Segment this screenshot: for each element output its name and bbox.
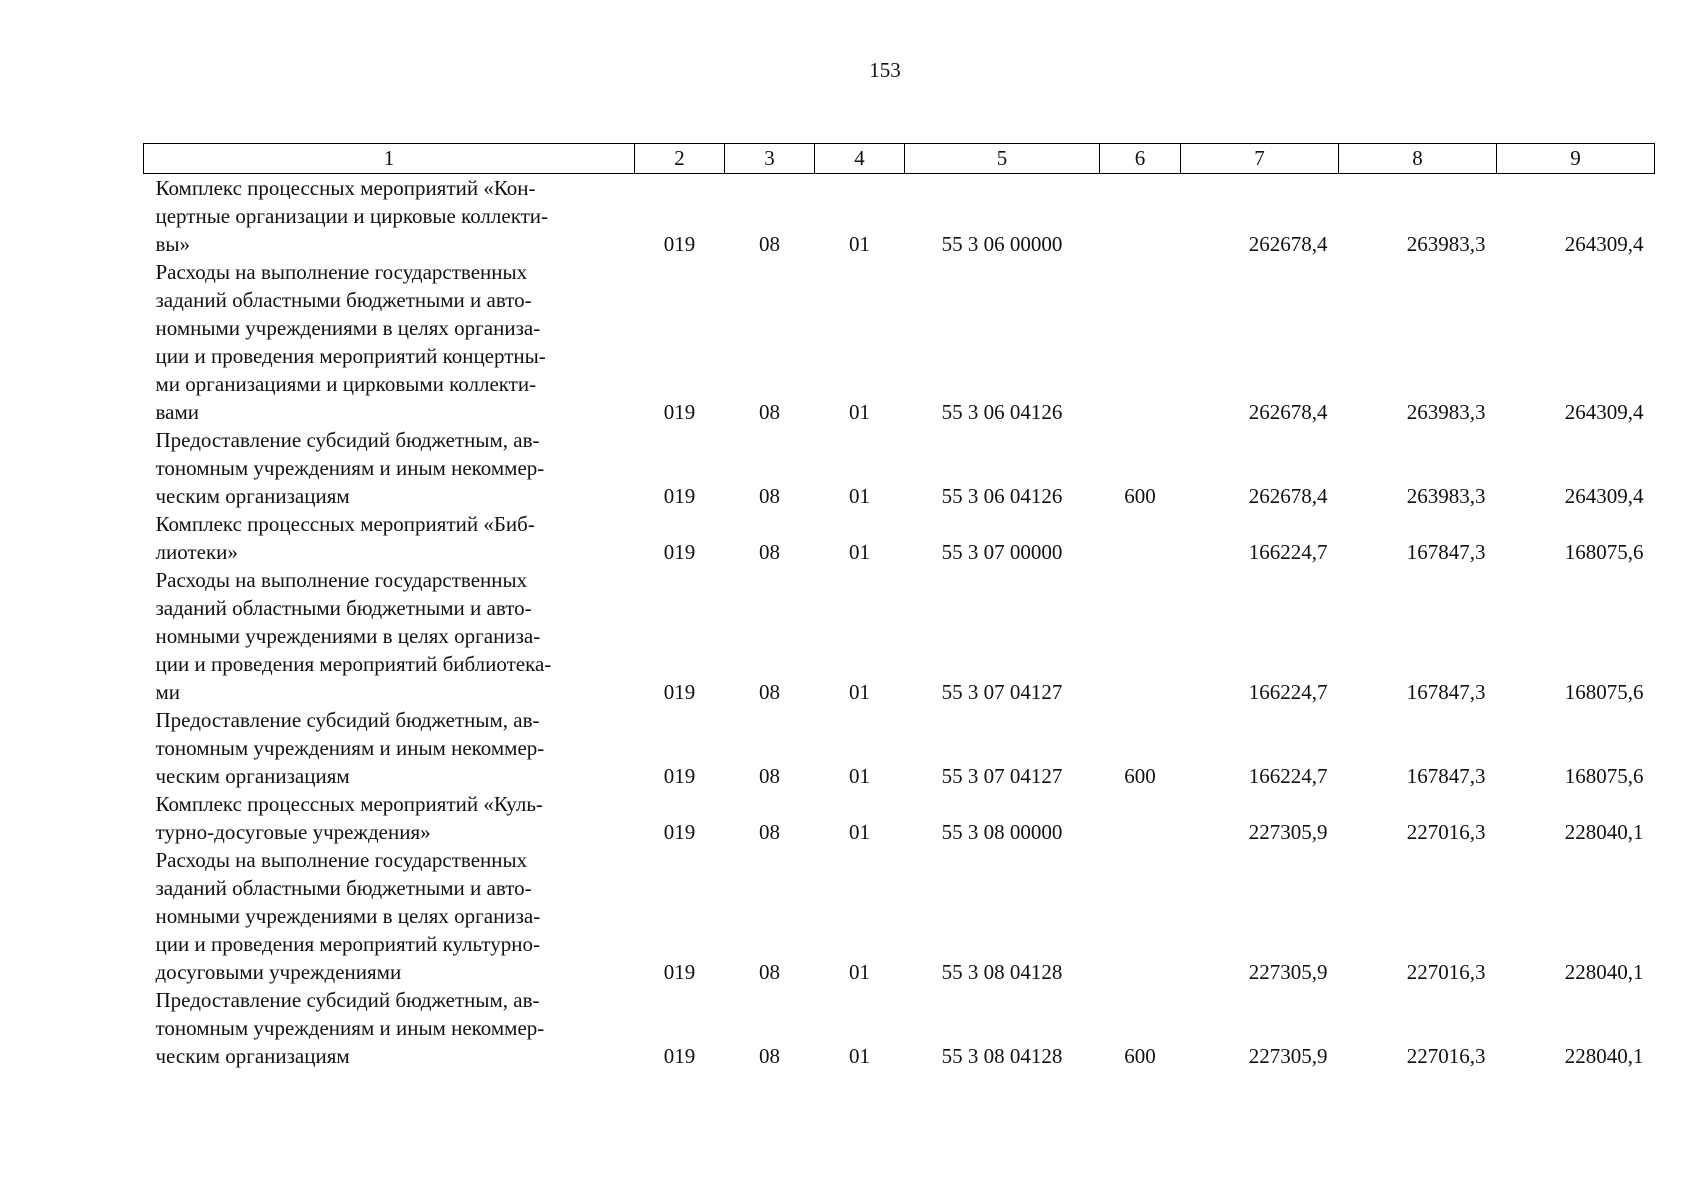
cell-grbs: 019 (663, 820, 696, 844)
cell-amount-year2: 227016,3 (1406, 960, 1486, 984)
description-line: Комплекс процессных мероприятий «Биб- (155, 512, 535, 536)
table-row (144, 426, 1655, 510)
table-row (144, 174, 1655, 259)
description-line: ческим организациям (155, 484, 350, 508)
cell-target-article: 55 3 06 04126 (941, 400, 1063, 424)
description-line: Расходы на выполнение государственных (155, 568, 528, 592)
header-row (144, 144, 1655, 174)
description-line: ции и проведения мероприятий библиотека- (155, 652, 552, 676)
description-line: тономным учреждениям и иным некоммер- (155, 736, 545, 760)
cell-amount-year2: 263983,3 (1406, 400, 1486, 424)
description-line: Предоставление субсидий бюджетным, ав- (155, 428, 540, 452)
cell-subsection: 01 (849, 540, 870, 564)
description-line: тономным учреждениям и иным некоммер- (155, 1016, 545, 1040)
cell-amount-year2: 263983,3 (1406, 232, 1486, 256)
cell-grbs: 019 (663, 400, 696, 424)
cell-amount-year3: 168075,6 (1564, 540, 1644, 564)
header-cell: 1 (144, 144, 635, 174)
description-line: тономным учреждениям и иным некоммер- (155, 456, 545, 480)
table-row (144, 566, 1655, 706)
header-cell: 8 (1339, 144, 1497, 174)
cell-description (144, 846, 635, 986)
header-cell: 7 (1181, 144, 1339, 174)
cell-target-article: 55 3 06 04126 (941, 484, 1063, 508)
cell-subsection: 01 (849, 232, 870, 256)
cell-target-article: 55 3 08 04128 (941, 1044, 1063, 1068)
cell-grbs: 019 (663, 232, 696, 256)
cell-description (144, 426, 635, 510)
cell-section: 08 (759, 764, 780, 788)
description-line: Комплекс процессных мероприятий «Кон- (155, 176, 536, 200)
description-line: ческим организациям (155, 1044, 350, 1068)
cell-amount-year1: 227305,9 (1248, 1044, 1328, 1068)
cell-section: 08 (759, 484, 780, 508)
cell-expense-type (1100, 510, 1181, 566)
cell-amount-year1: 166224,7 (1248, 680, 1328, 704)
cell-amount-year3: 168075,6 (1564, 680, 1644, 704)
cell-subsection: 01 (849, 960, 870, 984)
description-line: досуговыми учреждениями (155, 960, 402, 984)
cell-amount-year1: 166224,7 (1248, 540, 1328, 564)
cell-amount-year1: 166224,7 (1248, 764, 1328, 788)
table-row (144, 258, 1655, 426)
cell-subsection: 01 (849, 680, 870, 704)
cell-section: 08 (759, 820, 780, 844)
cell-amount-year3: 264309,4 (1564, 400, 1644, 424)
header-cell: 3 (725, 144, 815, 174)
cell-amount-year3: 168075,6 (1564, 764, 1644, 788)
cell-expense-type (1100, 566, 1181, 706)
cell-amount-year3: 264309,4 (1564, 484, 1644, 508)
budget-table (143, 143, 1655, 1070)
header-cell: 4 (815, 144, 905, 174)
table-row (144, 846, 1655, 986)
cell-target-article: 55 3 06 00000 (941, 232, 1063, 256)
cell-subsection: 01 (849, 484, 870, 508)
table-row (144, 706, 1655, 790)
cell-amount-year1: 262678,4 (1248, 484, 1328, 508)
cell-subsection: 01 (849, 1044, 870, 1068)
description-line: вы» (155, 232, 191, 256)
cell-target-article: 55 3 08 04128 (941, 960, 1063, 984)
description-line: ми организациями и цирковыми коллекти- (155, 372, 537, 396)
table-row (144, 986, 1655, 1070)
cell-target-article: 55 3 08 00000 (941, 820, 1063, 844)
cell-description (144, 706, 635, 790)
cell-grbs: 019 (663, 764, 696, 788)
cell-subsection: 01 (849, 764, 870, 788)
cell-expense-type (1100, 174, 1181, 259)
description-line: Предоставление субсидий бюджетным, ав- (155, 708, 540, 732)
cell-amount-year2: 167847,3 (1406, 764, 1486, 788)
table-row (144, 790, 1655, 846)
cell-amount-year3: 264309,4 (1564, 232, 1644, 256)
cell-section: 08 (759, 960, 780, 984)
cell-target-article: 55 3 07 04127 (941, 764, 1063, 788)
header-cell: 6 (1100, 144, 1181, 174)
description-line: лиотеки» (155, 540, 238, 564)
cell-amount-year2: 167847,3 (1406, 680, 1486, 704)
cell-grbs: 019 (663, 484, 696, 508)
description-line: заданий областными бюджетными и авто- (155, 876, 532, 900)
cell-description (144, 174, 635, 259)
description-line: цертные организации и цирковые коллекти- (155, 204, 549, 228)
description-line: номными учреждениями в целях организа- (155, 316, 541, 340)
description-line: Предоставление субсидий бюджетным, ав- (155, 988, 540, 1012)
table-row (144, 510, 1655, 566)
cell-description (144, 510, 635, 566)
cell-expense-type: 600 (1124, 484, 1156, 508)
description-line: заданий областными бюджетными и авто- (155, 288, 532, 312)
description-line: номными учреждениями в целях организа- (155, 904, 541, 928)
description-line: вами (155, 400, 199, 424)
header-cell: 9 (1497, 144, 1655, 174)
description-line: ческим организациям (155, 764, 350, 788)
cell-subsection: 01 (849, 400, 870, 424)
cell-subsection: 01 (849, 820, 870, 844)
cell-amount-year2: 167847,3 (1406, 540, 1486, 564)
cell-expense-type: 600 (1124, 764, 1156, 788)
page-number: 153 (869, 58, 901, 82)
cell-grbs: 019 (663, 680, 696, 704)
cell-amount-year1: 262678,4 (1248, 400, 1328, 424)
cell-section: 08 (759, 540, 780, 564)
cell-grbs: 019 (663, 960, 696, 984)
description-line: Расходы на выполнение государственных (155, 848, 528, 872)
cell-description (144, 986, 635, 1070)
cell-description (144, 790, 635, 846)
cell-section: 08 (759, 400, 780, 424)
cell-description (144, 566, 635, 706)
cell-amount-year2: 263983,3 (1406, 484, 1486, 508)
description-line: номными учреждениями в целях организа- (155, 624, 541, 648)
cell-target-article: 55 3 07 00000 (941, 540, 1063, 564)
cell-section: 08 (759, 680, 780, 704)
description-line: ми (155, 680, 181, 704)
cell-amount-year3: 228040,1 (1564, 960, 1644, 984)
cell-grbs: 019 (663, 1044, 696, 1068)
description-line: заданий областными бюджетными и авто- (155, 596, 532, 620)
description-line: Расходы на выполнение государственных (155, 260, 528, 284)
cell-expense-type (1100, 790, 1181, 846)
cell-grbs: 019 (663, 540, 696, 564)
cell-amount-year1: 227305,9 (1248, 820, 1328, 844)
cell-amount-year3: 228040,1 (1564, 1044, 1644, 1068)
cell-amount-year1: 262678,4 (1248, 232, 1328, 256)
cell-expense-type: 600 (1124, 1044, 1156, 1068)
cell-section: 08 (759, 232, 780, 256)
description-line: турно-досуговые учреждения» (155, 820, 431, 844)
cell-amount-year2: 227016,3 (1406, 1044, 1486, 1068)
cell-expense-type (1100, 846, 1181, 986)
cell-section: 08 (759, 1044, 780, 1068)
cell-amount-year2: 227016,3 (1406, 820, 1486, 844)
description-line: Комплекс процессных мероприятий «Куль- (155, 792, 543, 816)
header-cell: 5 (905, 144, 1100, 174)
description-line: ции и проведения мероприятий культурно- (155, 932, 540, 956)
cell-description (144, 258, 635, 426)
cell-target-article: 55 3 07 04127 (941, 680, 1063, 704)
cell-expense-type (1100, 258, 1181, 426)
description-line: ции и проведения мероприятий концертны- (155, 344, 546, 368)
cell-amount-year1: 227305,9 (1248, 960, 1328, 984)
header-cell: 2 (635, 144, 725, 174)
cell-amount-year3: 228040,1 (1564, 820, 1644, 844)
